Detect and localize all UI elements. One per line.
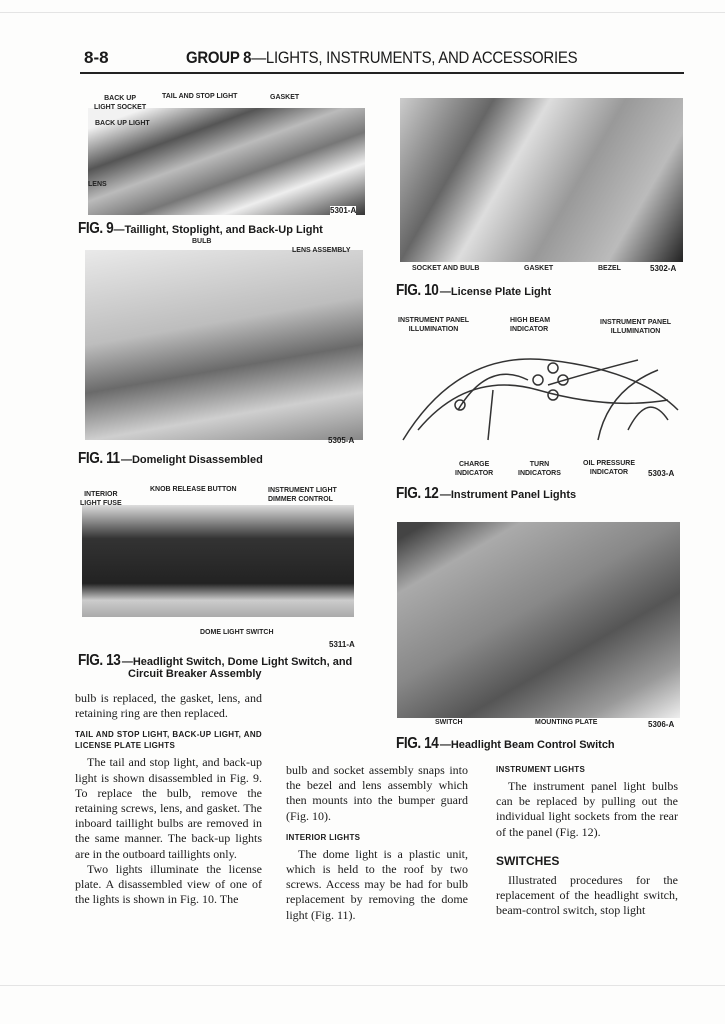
fig10-code: 5302-A xyxy=(650,264,677,273)
section-heading: TAIL AND STOP LIGHT, BACK-UP LIGHT, AND LICENSE PLATE LIGHTS xyxy=(75,730,262,751)
fig10-label: BEZEL xyxy=(598,265,621,272)
text-column-middle xyxy=(286,763,468,923)
fig9-label: TAIL AND STOP LIGHT xyxy=(162,93,238,100)
group-label: GROUP 8 xyxy=(186,48,252,67)
fig10-photo xyxy=(400,98,683,262)
scan-edge-top xyxy=(0,12,725,13)
fig13-caption-line2: Circuit Breaker Assembly xyxy=(128,668,262,680)
fig9-label: BACK UP LIGHT SOCKET xyxy=(94,95,147,111)
fig9-caption: FIG. 9—Taillight, Stoplight, and Back-Up Light xyxy=(78,220,323,237)
paragraph: The instrument panel light bulbs can be replaced by pulling out the individual light sockets from the rear of the panel (Fig. 12). xyxy=(496,779,678,839)
paragraph: bulb is replaced, the gasket, lens, and retaining ring are then replaced. xyxy=(75,691,262,721)
fig11-photo xyxy=(85,250,363,440)
fig11-label: BULB xyxy=(192,238,212,245)
paragraph: The dome light is a plastic unit, which is held to the roof by two screws. Access may be had for bulb replacement by removing the dome light (Fig. 11). xyxy=(286,846,468,922)
scan-edge-bottom xyxy=(0,985,725,986)
fig13-label: KNOB RELEASE BUTTON xyxy=(150,486,237,493)
fig13-photo xyxy=(82,505,354,617)
fig12-label: INSTRUMENT PANEL ILLUMINATION xyxy=(600,319,672,335)
fig10-caption: FIG. 10—License Plate Light xyxy=(396,282,552,299)
paragraph: bulb and socket assembly snaps into the bezel and lens assembly which then mounts into the bumper guard (Fig. 10). xyxy=(286,763,468,823)
fig11-code: 5305-A xyxy=(328,436,355,445)
fig12-label: TURN INDICATORS xyxy=(518,461,561,477)
fig13-label: INSTRUMENT LIGHT DIMMER CONTROL xyxy=(268,487,337,503)
fig14-caption: FIG. 14—Headlight Beam Control Switch xyxy=(396,735,615,752)
fig13-code: 5311-A xyxy=(329,640,355,649)
fig12-caption: FIG. 12—Instrument Panel Lights xyxy=(396,485,577,502)
fig12-code: 5303-A xyxy=(648,469,675,478)
fig12-wiring-diagram xyxy=(398,330,683,455)
fig14-label: MOUNTING PLATE xyxy=(535,719,598,726)
section-heading: INTERIOR LIGHTS xyxy=(286,832,361,842)
fig10-label: GASKET xyxy=(524,265,554,272)
section-heading: INSTRUMENT LIGHTS xyxy=(496,765,586,774)
text-column-right xyxy=(496,762,678,918)
paragraph: The tail and stop light, and back-up light is shown disassembled in Fig. 9. To replace the bulb, remove the retaining screws, lens, and gasket. The inboard taillight bulbs are removed in the same manner. The back-up lights are in the outboard taillights only. xyxy=(75,755,262,861)
fig11-caption: FIG. 11—Domelight Disassembled xyxy=(78,450,263,467)
fig9-label: LENS xyxy=(88,181,107,188)
fig13-caption: FIG. 13—Headlight Switch, Dome Light Switch, and xyxy=(78,652,353,669)
page-title xyxy=(186,48,577,68)
page-number: 8-8 xyxy=(84,48,109,67)
section-heading-major: SWITCHES xyxy=(496,853,560,868)
fig12-label: CHARGE INDICATOR xyxy=(455,461,494,477)
fig14-photo xyxy=(397,522,680,718)
fig9-label: BACK UP LIGHT xyxy=(95,120,150,127)
fig13-label: DOME LIGHT SWITCH xyxy=(200,629,274,636)
paragraph: Two lights illuminate the license plate. A disassembled view of one of the lights is shown in Fig. 10. The xyxy=(75,861,262,907)
fig14-label: SWITCH xyxy=(435,719,463,726)
fig12-label: HIGH BEAM INDICATOR xyxy=(510,317,551,333)
fig12-label: OIL PRESSURE INDICATOR xyxy=(583,460,635,476)
fig12-label: INSTRUMENT PANEL ILLUMINATION xyxy=(398,317,470,333)
header-rule xyxy=(80,72,684,74)
fig11-label: LENS ASSEMBLY xyxy=(292,247,351,254)
paragraph: Illustrated procedures for the replacement of the headlight switch, beam-control switch, stop light xyxy=(496,872,678,918)
fig14-code: 5306-A xyxy=(648,720,675,729)
fig10-label: SOCKET AND BULB xyxy=(412,265,480,272)
group-title: —LIGHTS, INSTRUMENTS, AND ACCESSORIES xyxy=(251,48,578,67)
fig13-label: INTERIOR LIGHT FUSE xyxy=(80,491,122,507)
fig9-label: GASKET xyxy=(270,94,300,101)
text-column-left xyxy=(75,691,262,907)
fig9-code: 5301-A xyxy=(330,206,357,215)
